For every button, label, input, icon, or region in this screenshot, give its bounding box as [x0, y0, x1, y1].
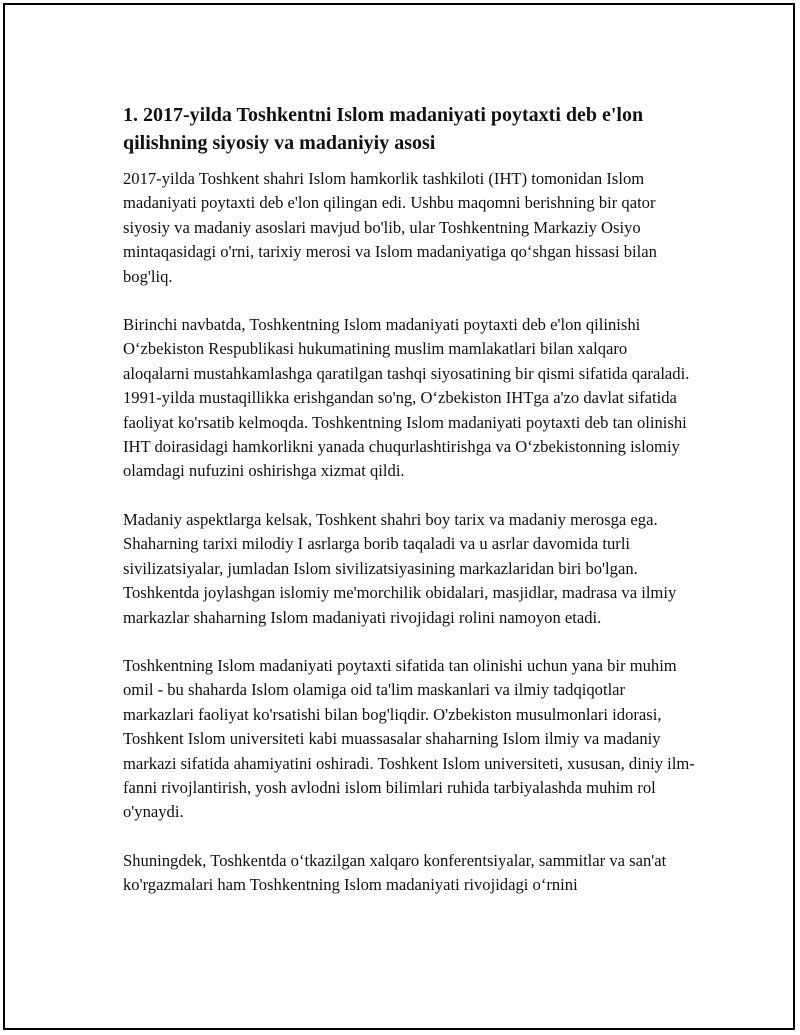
paragraph-2: Birinchi navbatda, Toshkentning Islom madaniyati poytaxti deb e'lon qilinishi O‘zbekiston Respublikasi hukumatining muslim mamlakatlari bilan xalqaro aloqalarni mustahkamlashga qaratilgan tashqi siyosatining bir qismi sifatida qaraladi. 1991-yilda mustaqillikka erishgandan so'ng, O‘zbekiston IHTga a'zo davlat sifatida faoliyat ko'rsatib kelmoqda. Toshkentning Islom madaniyati poytaxti deb tan olinishi IHT doirasidagi hamkorlikni yanada chuqurlashtirishga va O‘zbekistonning islomiy olamdagi nufuzini oshirishga xizmat qildi. [123, 315, 690, 481]
section-heading: 1. 2017-yilda Toshkentni Islom madaniyati poytaxti deb e'lon qilishning siyosiy va madaniyiy asosi [123, 104, 644, 154]
paragraph-3: Madaniy aspektlarga kelsak, Toshkent shahri boy tarix va madaniy merosga ega. Shaharning tarixi milodiy I asrlarga borib taqaladi va u asrlar davomida turli sivilizatsiyalar, jumladan Islom sivilizatsiyasining markazlaridan biri bo'lgan. Toshkentda joylashgan islomiy me'morchilik obidalari, masjidlar, madrasa va ilmiy markazlar shaharning Islom madaniyati rivojidagi rolini namoyon etadi. [123, 509, 677, 627]
page-frame [3, 3, 795, 1030]
paragraph-1: 2017-yilda Toshkent shahri Islom hamkorlik tashkiloti (IHT) tomonidan Islom madaniyati poytaxti deb e'lon qilingan edi. Ushbu maqomni berishning bir qator siyosiy va madaniy asoslari mavjud bo'lib, ular Toshkentning Markaziy Osiyo mintaqasidagi o'rni, tarixiy merosi va Islom madaniyatiga qo‘shgan hissasi bilan bog'liq. [123, 169, 657, 286]
paragraph-5: Shuningdek, Toshkentda o‘tkazilgan xalqaro konferentsiyalar, sammitlar va san'at ko'rgazmalari ham Toshkentning Islom madaniyati rivojidagi o‘rnini [123, 850, 667, 895]
document-body [123, 101, 695, 922]
paragraph-4: Toshkentning Islom madaniyati poytaxti sifatida tan olinishi uchun yana bir muhim omil - bu shaharda Islom olamiga oid ta'lim maskanlari va ilmiy tadqiqotlar markazlari faoliyat ko'rsatishi bilan bog'liqdir. O'zbekiston musulmonlari idorasi, Toshkent Islom universiteti kabi muassasalar shaharning Islom ilmiy va madaniy markazi sifatida ahamiyatini oshiradi. Toshkent Islom universiteti, xususan, diniy ilm-fanni rivojlantirish, yosh avlodni islom bilimlari ruhida tarbiyalashda muhim rol o'ynaydi. [123, 655, 695, 822]
